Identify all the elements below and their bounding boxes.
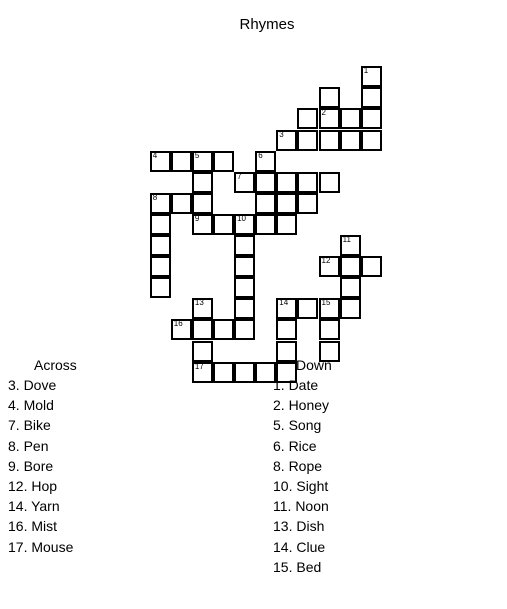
grid-cell[interactable]	[319, 130, 340, 151]
grid-cell[interactable]	[192, 298, 213, 319]
grid-cell[interactable]	[319, 108, 340, 129]
down-clue: 5. Song	[273, 417, 322, 434]
grid-cell[interactable]	[234, 214, 255, 235]
grid-cell[interactable]	[276, 193, 297, 214]
across-clue: 16. Mist	[8, 518, 58, 535]
down-clue: 15. Bed	[273, 558, 322, 575]
down-clue: 6. Rice	[273, 437, 317, 454]
grid-cell[interactable]	[171, 151, 192, 172]
clue-number: 6	[258, 150, 263, 160]
grid-cell[interactable]	[361, 108, 382, 129]
clue-number: 15	[321, 298, 331, 308]
across-clue: 4. Mold	[8, 397, 54, 414]
clue-number: 7	[237, 171, 242, 181]
grid-cell[interactable]	[340, 235, 361, 256]
clue-number: 13	[194, 298, 204, 308]
clue-number: 16	[173, 319, 183, 329]
grid-cell[interactable]	[297, 298, 318, 319]
grid-cell[interactable]	[150, 151, 171, 172]
grid-cell[interactable]	[234, 172, 255, 193]
grid-cell[interactable]	[340, 298, 361, 319]
grid-cell[interactable]	[150, 214, 171, 235]
grid-cell[interactable]	[319, 87, 340, 108]
across-clue: 7. Bike	[8, 417, 51, 434]
grid-cell[interactable]	[361, 87, 382, 108]
grid-cell[interactable]	[297, 172, 318, 193]
grid-cell[interactable]	[192, 341, 213, 362]
grid-cell[interactable]	[361, 256, 382, 277]
grid-cell[interactable]	[234, 256, 255, 277]
grid-cell[interactable]	[171, 193, 192, 214]
clue-number: 9	[194, 213, 200, 223]
grid-cell[interactable]	[297, 108, 318, 129]
grid-cell[interactable]	[150, 277, 171, 298]
clue-number: 10	[237, 213, 246, 223]
across-clue: 8. Pen	[8, 437, 49, 454]
grid-cell[interactable]	[340, 256, 361, 277]
across-clue: 12. Hop	[8, 477, 58, 494]
down-clue: 13. Dish	[273, 518, 325, 535]
grid-cell[interactable]	[234, 362, 255, 383]
across-clue: 9. Bore	[8, 457, 54, 474]
grid-cell[interactable]	[213, 362, 234, 383]
grid-cell[interactable]	[150, 256, 171, 277]
down-clue: 10. Sight	[273, 477, 329, 494]
grid-cell[interactable]	[192, 172, 213, 193]
grid-cell[interactable]	[340, 130, 361, 151]
grid-cell[interactable]	[150, 235, 171, 256]
down-clue: 11. Noon	[273, 498, 329, 515]
clue-number: 4	[152, 150, 158, 160]
across-clue: 14. Yarn	[8, 498, 60, 515]
down-clue: 2. Honey	[273, 397, 330, 414]
grid-cell[interactable]	[213, 214, 234, 235]
clue-number: 2	[321, 108, 326, 118]
clue-number: 8	[152, 192, 158, 202]
clue-number: 3	[279, 129, 284, 139]
down-heading: Down	[296, 357, 332, 373]
grid-cell[interactable]	[234, 277, 255, 298]
across-heading: Across	[34, 357, 77, 373]
grid-cell[interactable]	[255, 172, 276, 193]
grid-cell[interactable]	[276, 214, 297, 235]
grid-cell[interactable]	[192, 362, 213, 383]
grid-cell[interactable]	[234, 235, 255, 256]
grid-cell[interactable]	[255, 193, 276, 214]
grid-cell[interactable]	[213, 151, 234, 172]
across-clues	[8, 355, 77, 557]
grid-cell[interactable]	[276, 130, 297, 151]
down-clues	[273, 355, 332, 577]
grid-cell[interactable]	[276, 172, 297, 193]
grid-cell[interactable]	[319, 319, 340, 340]
grid-cell[interactable]	[361, 130, 382, 151]
across-clue: 3. Dove	[8, 377, 57, 393]
grid-cell[interactable]	[255, 151, 276, 172]
grid-cell[interactable]	[213, 319, 234, 340]
clue-number: 5	[194, 150, 200, 160]
grid-cell[interactable]	[192, 151, 213, 172]
grid-cell[interactable]	[319, 256, 340, 277]
grid-cell[interactable]	[234, 319, 255, 340]
down-clue: 1. Date	[273, 377, 319, 393]
clue-number: 11	[342, 235, 351, 244]
grid-cell[interactable]	[297, 193, 318, 214]
grid-cell[interactable]	[192, 214, 213, 235]
grid-cell[interactable]	[297, 130, 318, 151]
grid-cell[interactable]	[276, 319, 297, 340]
clue-number: 17	[194, 361, 204, 371]
clue-number: 14	[279, 298, 289, 308]
grid-cell[interactable]	[234, 298, 255, 319]
down-clue: 8. Rope	[273, 457, 323, 474]
down-clue: 14. Clue	[273, 538, 326, 555]
grid-cell[interactable]	[255, 214, 276, 235]
grid-cell[interactable]	[192, 319, 213, 340]
grid-cell[interactable]	[150, 193, 171, 214]
puzzle-title: Rhymes	[239, 16, 295, 33]
grid-cell[interactable]	[171, 319, 192, 340]
clue-number: 1	[363, 66, 369, 76]
clue-number: 12	[321, 256, 331, 266]
grid-cell[interactable]	[340, 277, 361, 298]
grid-cell[interactable]	[319, 298, 340, 319]
grid-cell[interactable]	[319, 172, 340, 193]
across-clue: 17. Mouse	[8, 538, 74, 555]
grid-cell[interactable]	[276, 298, 297, 319]
grid-cell[interactable]	[361, 66, 382, 87]
grid-cell[interactable]	[340, 108, 361, 129]
grid-cell[interactable]	[192, 193, 213, 214]
